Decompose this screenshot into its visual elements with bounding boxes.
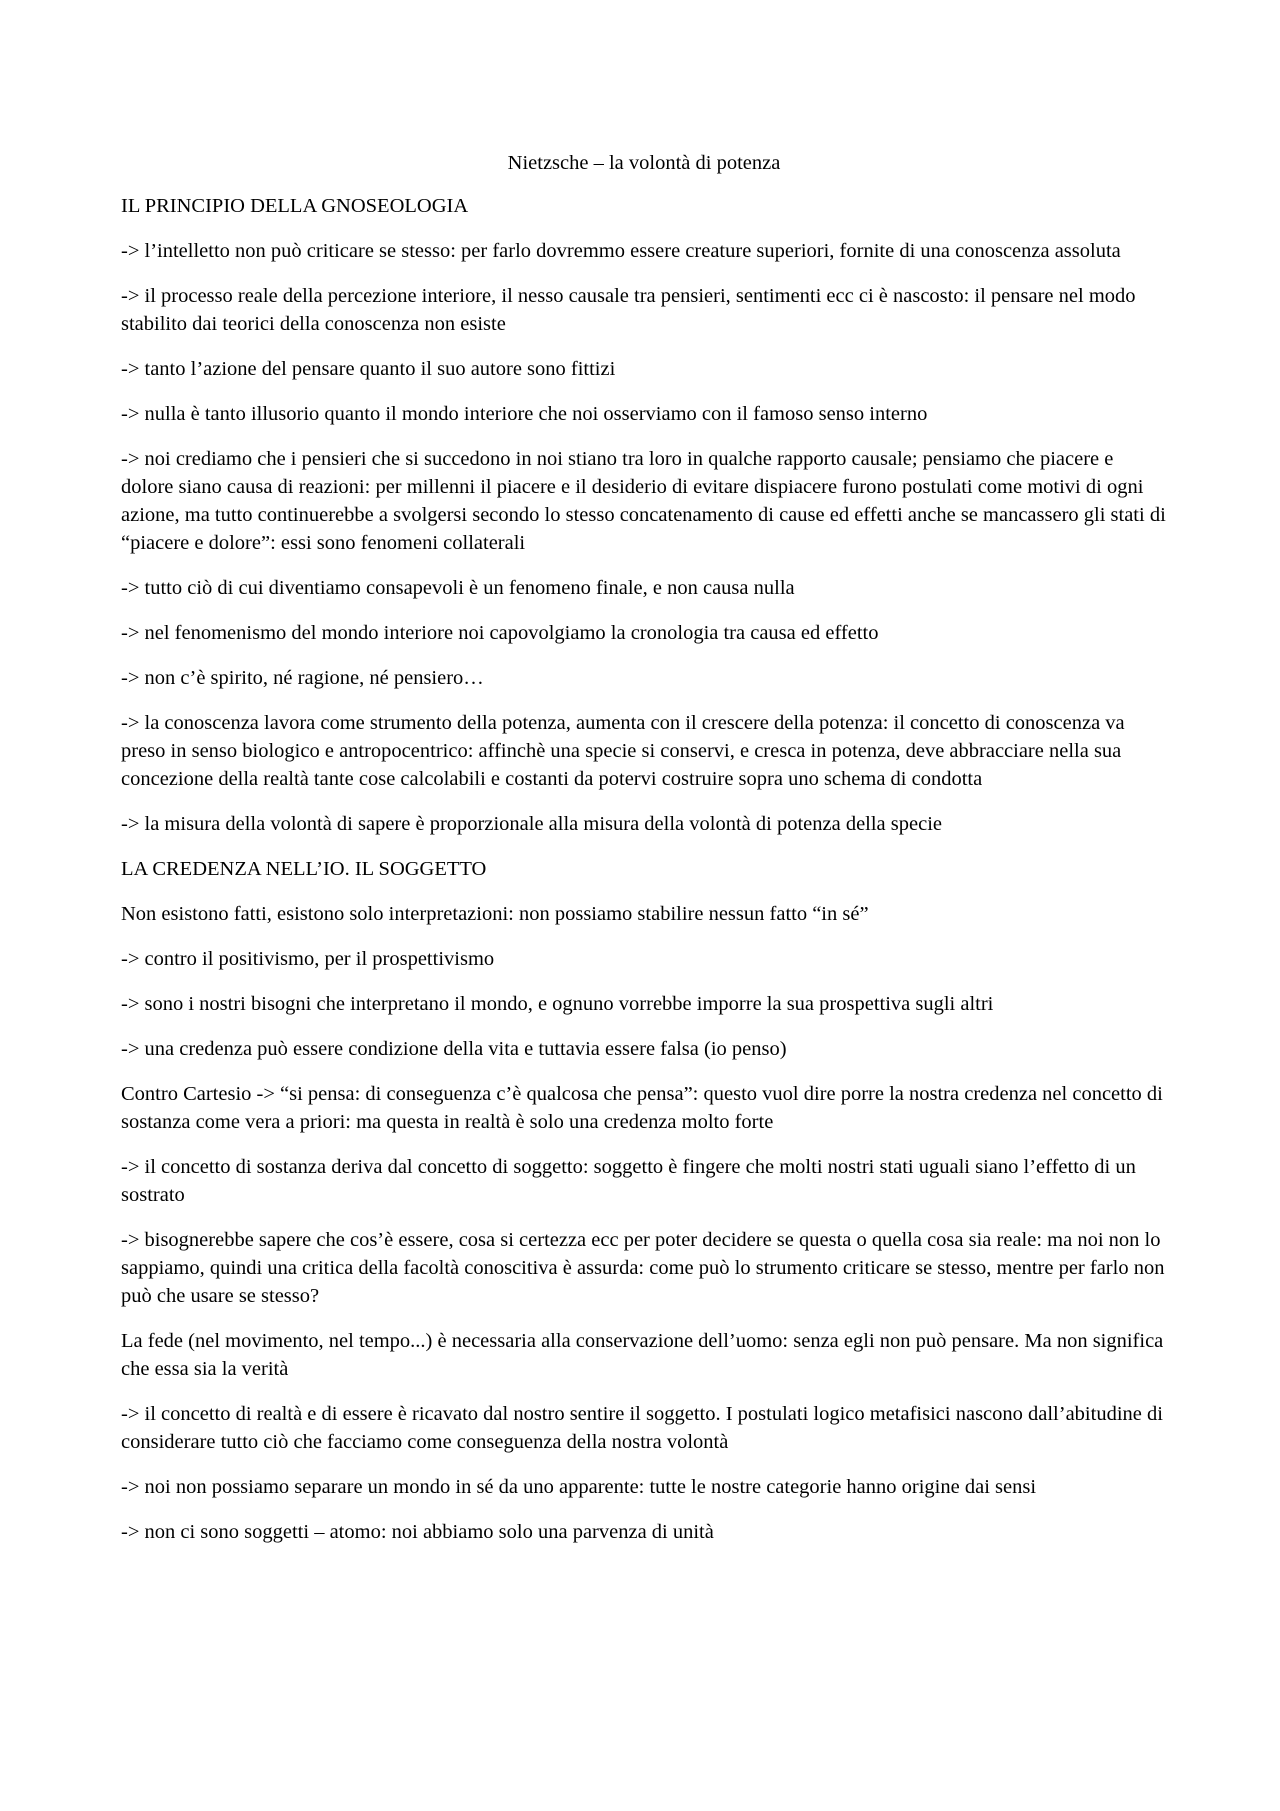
paragraph: -> noi non possiamo separare un mondo in sé da uno apparente: tutte le nostre categorie hanno origine dai sensi [121, 1476, 1037, 1498]
document-blocks [121, 192, 1167, 1546]
paragraph: -> non ci sono soggetti – atomo: noi abbiamo solo una parvenza di unità [121, 1521, 714, 1543]
paragraph: -> la conoscenza lavora come strumento della potenza, aumenta con il crescere della potenza: il concetto di conoscenza va preso in senso biologico e antropocentrico: affinchè una specie si conservi, e cresca in potenza, deve abbracciare nella sua concezione della realtà tante cose calcolabili e costanti da potervi costruire sopra uno schema di condotta [121, 712, 1125, 790]
section-heading: IL PRINCIPIO DELLA GNOSEOLOGIA [121, 195, 469, 217]
section-heading: LA CREDENZA NELL’IO. IL SOGGETTO [121, 858, 487, 880]
paragraph: -> tutto ciò di cui diventiamo consapevoli è un fenomeno finale, e non causa nulla [121, 577, 795, 599]
paragraph: -> il concetto di sostanza deriva dal concetto di soggetto: soggetto è fingere che molti nostri stati uguali siano l’effetto di un sostrato [121, 1156, 1136, 1206]
paragraph: -> la misura della volontà di sapere è proporzionale alla misura della volontà di potenza della specie [121, 813, 943, 835]
paragraph: -> tanto l’azione del pensare quanto il suo autore sono fittizi [121, 358, 616, 380]
paragraph: Contro Cartesio -> “si pensa: di conseguenza c’è qualcosa che pensa”: questo vuol dire porre la nostra credenza nel concetto di sostanza come vera a priori: ma questa in realtà è solo una credenza molto forte [121, 1083, 1163, 1133]
paragraph: -> l’intelletto non può criticare se stesso: per farlo dovremmo essere creature superiori, fornite di una conoscenza assoluta [121, 240, 1121, 262]
paragraph: -> contro il positivismo, per il prospettivismo [121, 948, 495, 970]
paragraph: -> il concetto di realtà e di essere è ricavato dal nostro sentire il soggetto. I postulati logico metafisici nascono dall’abitudine di considerare tutto ciò che facciamo come conseguenza della nostra volontà [121, 1403, 1163, 1453]
paragraph: -> il processo reale della percezione interiore, il nesso causale tra pensieri, sentimenti ecc ci è nascosto: il pensare nel modo stabilito dai teorici della conoscenza non esiste [121, 285, 1136, 335]
paragraph: -> bisognerebbe sapere che cos’è essere, cosa si certezza ecc per poter decidere se questa o quella cosa sia reale: ma noi non lo sappiamo, quindi una critica della facoltà conoscitiva è assurda: come può lo strumento criticare se stesso, mentre per farlo non può che usare se stesso? [121, 1229, 1165, 1307]
paragraph: -> nel fenomenismo del mondo interiore noi capovolgiamo la cronologia tra causa ed effetto [121, 622, 879, 644]
document-title: Nietzsche – la volontà di potenza [507, 152, 781, 174]
paragraph: -> nulla è tanto illusorio quanto il mondo interiore che noi osserviamo con il famoso senso interno [121, 403, 928, 425]
paragraph: Non esistono fatti, esistono solo interpretazioni: non possiamo stabilire nessun fatto “in sé” [121, 903, 869, 925]
paragraph: -> non c’è spirito, né ragione, né pensiero… [121, 667, 484, 689]
paragraph: -> sono i nostri bisogni che interpretano il mondo, e ognuno vorrebbe imporre la sua prospettiva sugli altri [121, 993, 994, 1015]
paragraph: -> una credenza può essere condizione della vita e tuttavia essere falsa (io penso) [121, 1038, 787, 1060]
paragraph: La fede (nel movimento, nel tempo...) è necessaria alla conservazione dell’uomo: senza egli non può pensare. Ma non significa che essa sia la verità [121, 1330, 1164, 1380]
document-body [121, 149, 1167, 1563]
paragraph: -> noi crediamo che i pensieri che si succedono in noi stiano tra loro in qualche rapporto causale; pensiamo che piacere e dolore siano causa di reazioni: per millenni il piacere e il desiderio di evitare dispiacere furono postulati come motivi di ogni azione, ma tutto continuerebbe a svolgersi secondo lo stesso concatenamento di cause ed effetti anche se mancassero gli stati di “piacere e dolore”: essi sono fenomeni collaterali [121, 448, 1166, 554]
